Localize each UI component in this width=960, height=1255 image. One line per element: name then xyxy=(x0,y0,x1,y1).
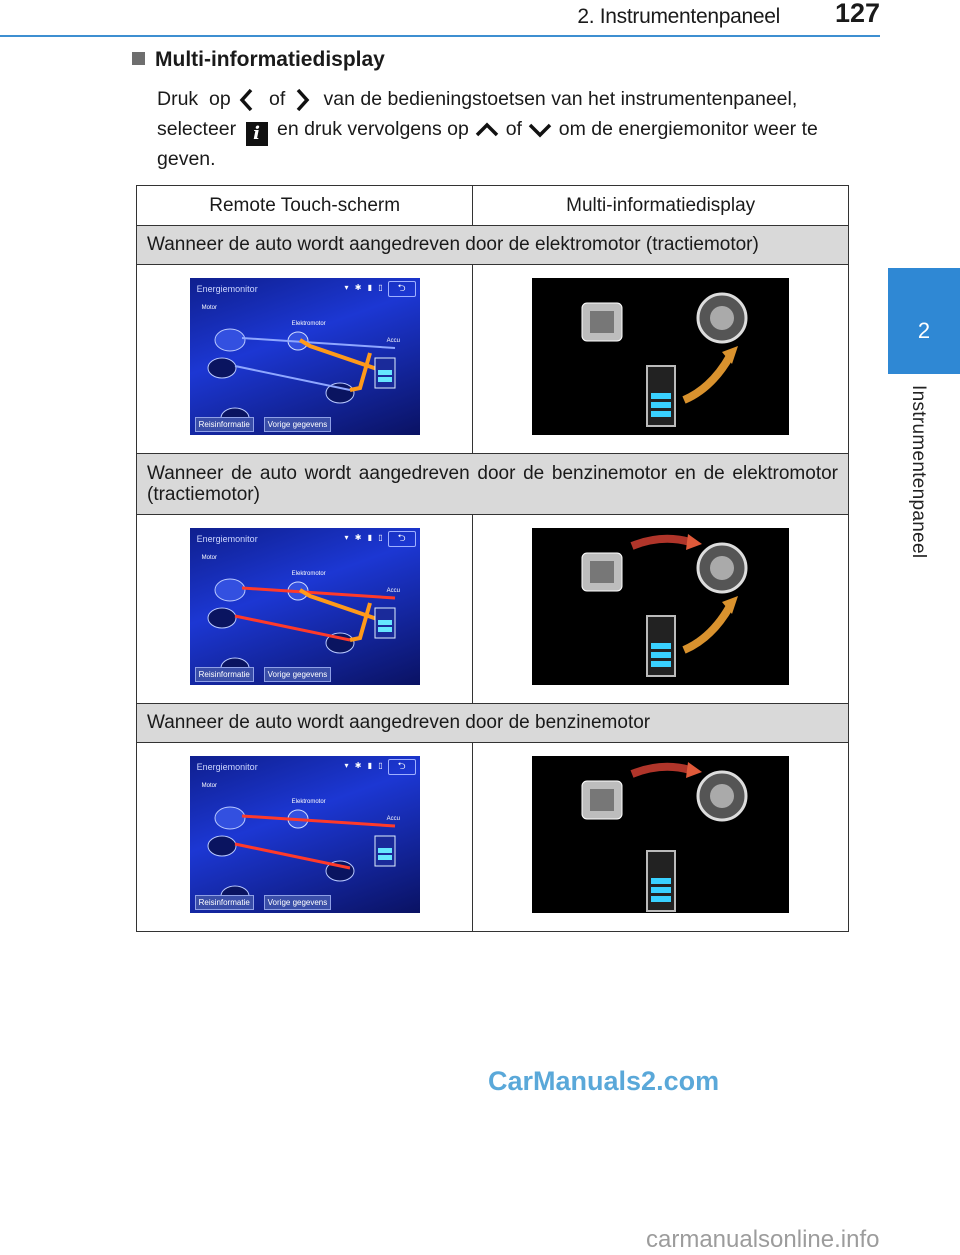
touch-screen-cell xyxy=(137,515,473,704)
screen-title: Energiemonitor xyxy=(196,533,258,544)
multi-info-cell xyxy=(473,743,849,932)
instruction-line-3: geven. xyxy=(157,148,216,170)
chevron-up-icon xyxy=(474,119,500,141)
label-motor: Motor xyxy=(201,304,217,311)
table-row xyxy=(137,265,849,454)
touch-screen-cell xyxy=(137,265,473,454)
table-row xyxy=(137,515,849,704)
back-icon: ⮌ xyxy=(388,281,416,297)
instruction-line-1: Druk op of van de bedieningstoetsen van het instrumentenpaneel, xyxy=(157,84,843,115)
drivetrain-illustration xyxy=(190,528,420,685)
label-motor: Motor xyxy=(201,782,217,789)
vorige-gegevens-button: Vorige gegevens xyxy=(264,417,332,432)
vorige-gegevens-button: Vorige gegevens xyxy=(264,895,332,910)
multi-info-cell xyxy=(473,265,849,454)
energy-monitor-screen xyxy=(190,278,420,435)
section-title: Multi-informatiedisplay xyxy=(132,48,385,72)
chevron-left-icon xyxy=(236,87,258,113)
back-icon: ⮌ xyxy=(388,531,416,547)
label-elektromotor: Elektromotor xyxy=(291,320,326,327)
column-header: Remote Touch-scherm xyxy=(137,186,473,226)
table-row xyxy=(137,743,849,932)
label-accu: Accu xyxy=(386,337,400,344)
multi-info-cell xyxy=(473,515,849,704)
touch-screen-cell xyxy=(137,743,473,932)
row-caption: Wanneer de auto wordt aangedreven door de elektromotor (tractiemotor) xyxy=(137,226,849,265)
chapter-tab-number: 2 xyxy=(917,318,931,343)
multi-info-display-image xyxy=(532,756,789,913)
label-elektromotor: Elektromotor xyxy=(291,570,326,577)
reisinformatie-button: Reisinformatie xyxy=(195,895,254,910)
label-motor: Motor xyxy=(201,554,217,561)
energy-flow-graphic xyxy=(532,756,789,913)
multi-info-display-image xyxy=(532,278,789,435)
label-elektromotor: Elektromotor xyxy=(291,798,326,805)
page-header xyxy=(0,0,960,38)
page-number: 127 xyxy=(834,0,880,28)
table-header-row xyxy=(137,186,849,226)
label-accu: Accu xyxy=(386,587,400,594)
reisinformatie-button: Reisinformatie xyxy=(195,417,254,432)
header-rule xyxy=(0,35,880,37)
energy-flow-graphic xyxy=(532,278,789,435)
watermark-logo: CarManuals2.com xyxy=(488,1066,720,1096)
screen-title: Energiemonitor xyxy=(196,761,258,772)
chapter-tab-label: Instrumentenpaneel xyxy=(908,385,929,559)
row-caption: Wanneer de auto wordt aangedreven door de benzinemotor xyxy=(137,704,849,743)
column-header: Multi-informatiedisplay xyxy=(473,186,849,226)
status-icons: ▾ ✱ ▮ ▯ xyxy=(344,760,385,770)
multi-info-display-image xyxy=(532,528,789,685)
chapter-tab[interactable] xyxy=(888,268,960,374)
status-icons: ▾ ✱ ▮ ▯ xyxy=(344,282,385,292)
chevron-right-icon xyxy=(291,87,313,113)
vorige-gegevens-button: Vorige gegevens xyxy=(264,667,332,682)
energy-monitor-screen xyxy=(190,756,420,913)
chevron-down-icon xyxy=(527,119,553,141)
energy-monitor-table xyxy=(136,185,849,932)
reisinformatie-button: Reisinformatie xyxy=(195,667,254,682)
energy-monitor-screen xyxy=(190,528,420,685)
drivetrain-illustration xyxy=(190,756,420,913)
energy-flow-graphic xyxy=(532,528,789,685)
instruction-line-2: selecteer i en druk vervolgens op of om de energiemonitor weer te xyxy=(157,118,818,144)
footer-watermark: carmanualsonline.info xyxy=(646,1226,880,1253)
back-icon: ⮌ xyxy=(388,759,416,775)
status-icons: ▾ ✱ ▮ ▯ xyxy=(344,532,385,542)
row-caption: Wanneer de auto wordt aangedreven door de benzinemotor en de elektromotor (tractiemotor) xyxy=(137,454,849,515)
label-accu: Accu xyxy=(386,815,400,822)
bullet-square-icon xyxy=(132,52,145,65)
screen-title: Energiemonitor xyxy=(196,283,258,294)
drivetrain-illustration xyxy=(190,278,420,435)
chapter-title: 2. Instrumentenpaneel xyxy=(577,5,780,28)
info-icon: i xyxy=(246,122,268,146)
